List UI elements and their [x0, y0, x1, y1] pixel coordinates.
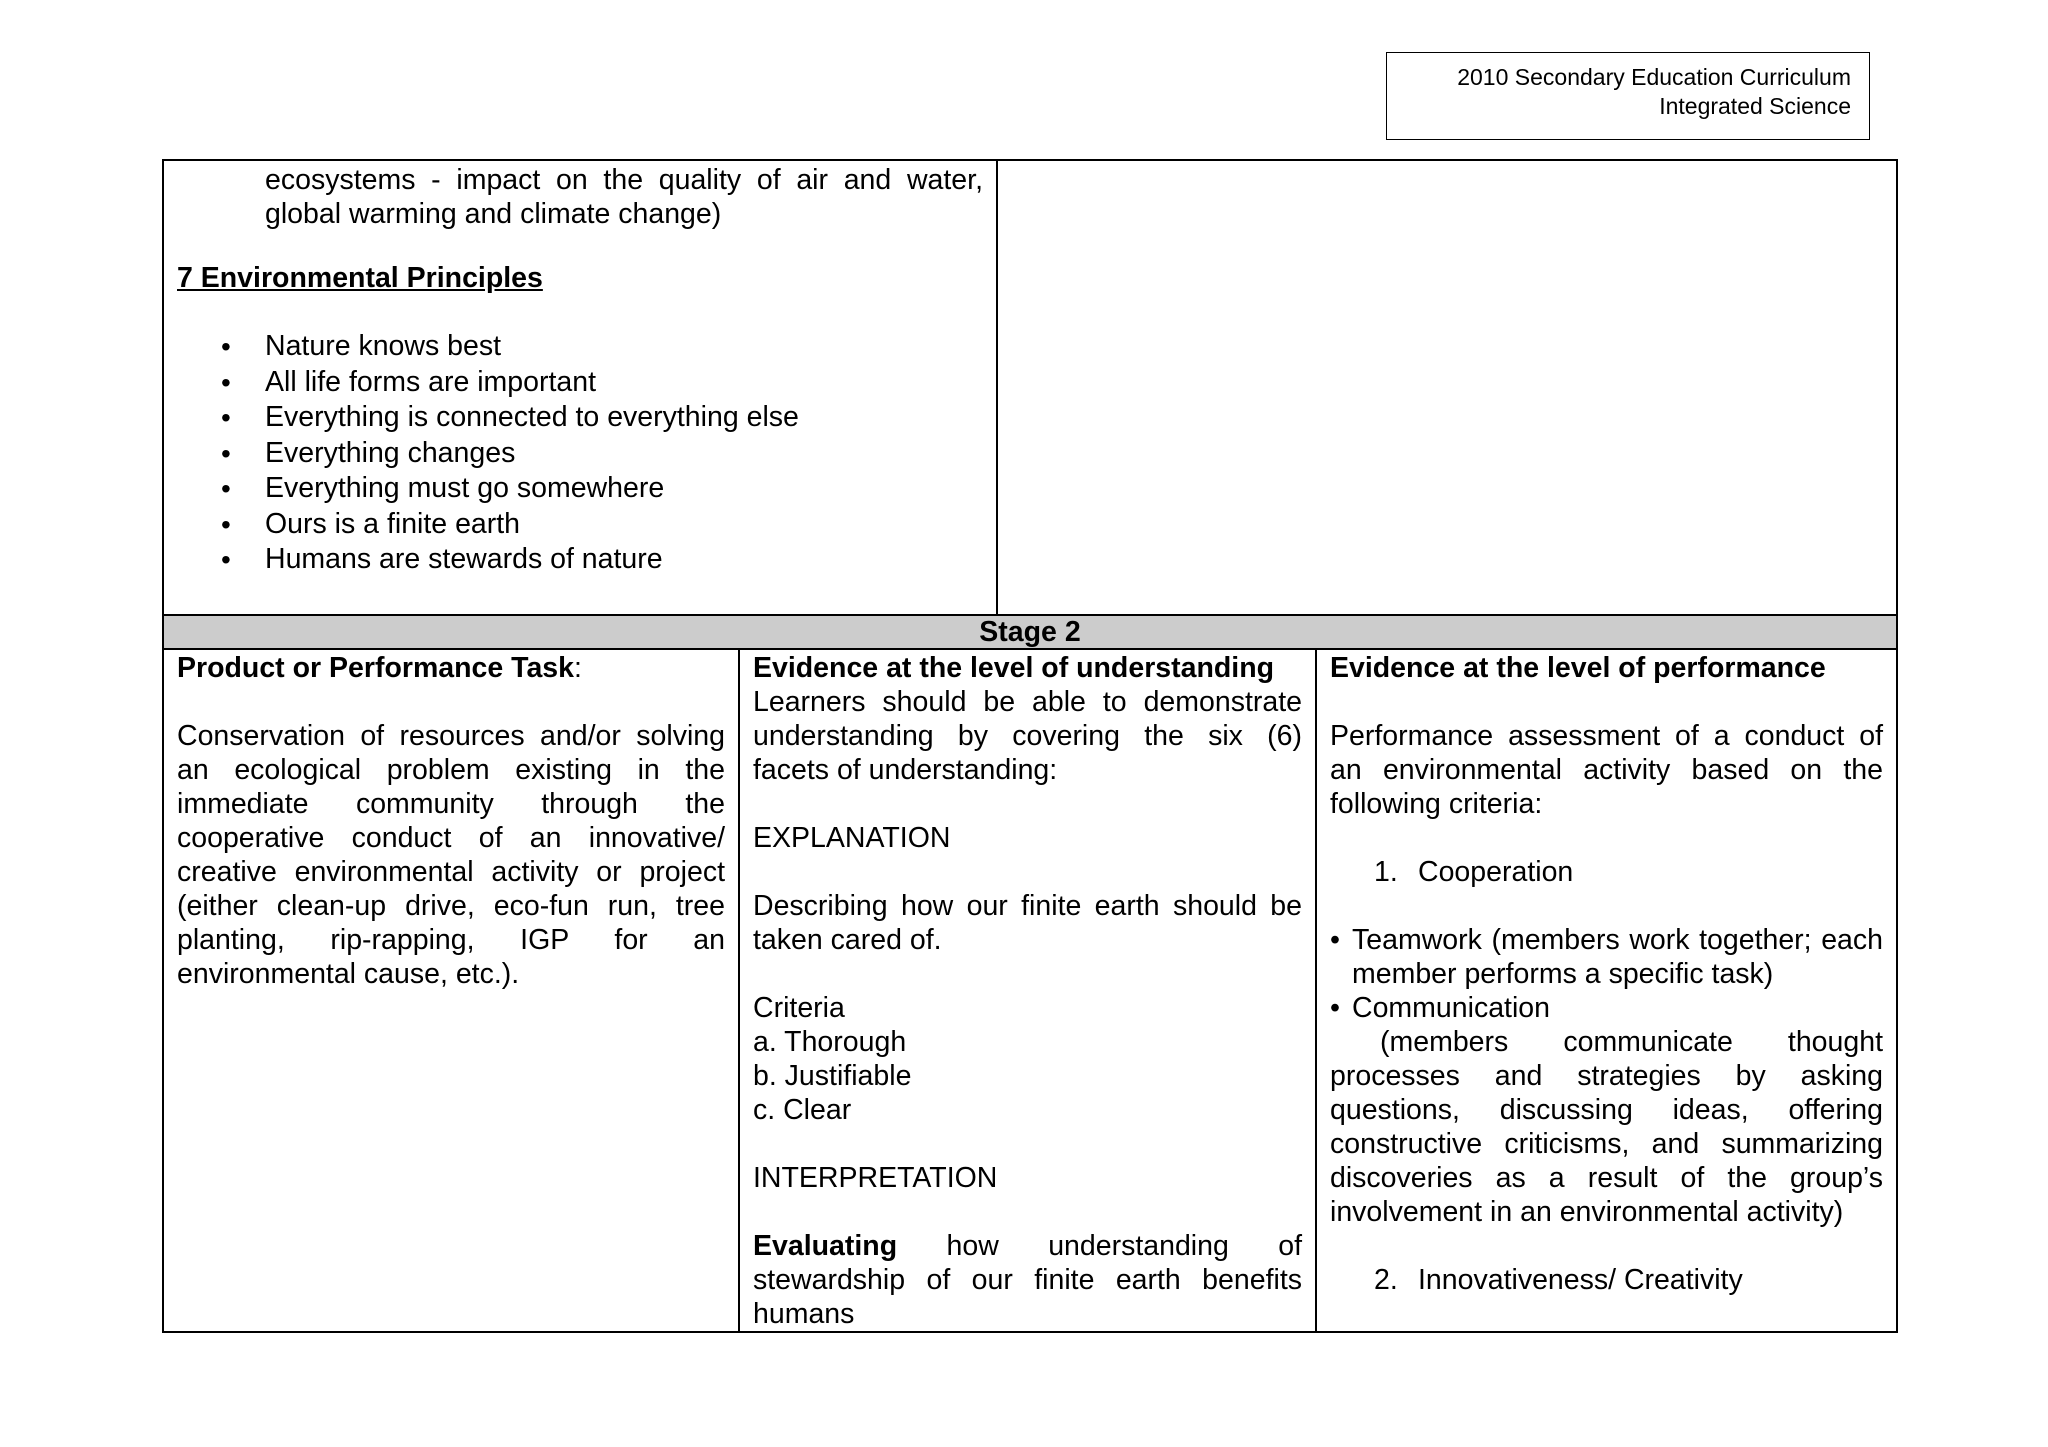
explanation-label: EXPLANATION [753, 822, 951, 854]
bullet-item-teamwork [1330, 923, 1883, 991]
top-right-cell [997, 160, 1897, 615]
understanding-cell [739, 649, 1316, 1332]
performance-intro: Performance assessment of a conduct of an environmental activity based on the following criteria: [1330, 720, 1883, 820]
bullet-item-communication [1330, 991, 1883, 1025]
numbered-item-1 [1330, 855, 1883, 889]
curriculum-table [162, 159, 1898, 1333]
evaluating-rest: how understanding of stewardship of our finite earth benefits humans [753, 1230, 1302, 1330]
interpretation-label: INTERPRETATION [753, 1162, 998, 1194]
communication-detail: (members communicate thought processes and strategies by asking questions, discussing ideas, offering constructive criticisms, and summarizing discoveries as a result of the group’s involvement in an environmental activity) [1330, 1026, 1883, 1228]
list-item: • Humans are stewards of nature [177, 542, 983, 578]
criteria-item: b. Justifiable [753, 1060, 912, 1092]
performance-heading: Evidence at the level of performance [1330, 652, 1826, 684]
list-item: • Everything is connected to everything else [177, 400, 983, 436]
understanding-heading: Evidence at the level of understanding [753, 652, 1275, 684]
header-line-1: 2010 Secondary Education Curriculum [1457, 64, 1851, 90]
bullet-text: Communication [1352, 992, 1550, 1024]
principles-list [177, 329, 983, 578]
task-heading-suffix: : [574, 652, 582, 684]
header-line-2: Integrated Science [1659, 93, 1851, 119]
item-text: Cooperation [1418, 856, 1574, 888]
list-item: • Ours is a finite earth [177, 507, 983, 543]
item-number: 2. [1374, 1264, 1398, 1296]
evaluating-bold: Evaluating [753, 1230, 898, 1262]
bullet-icon: • [1330, 992, 1340, 1024]
list-item: • Everything must go somewhere [177, 471, 983, 507]
numbered-item-2 [1330, 1263, 1883, 1297]
criteria-item: c. Clear [753, 1094, 852, 1126]
list-item: • Everything changes [177, 436, 983, 472]
stage-content-row [163, 649, 1897, 1332]
stage-label: Stage 2 [163, 615, 1897, 649]
principles-heading: 7 Environmental Principles [177, 262, 543, 294]
list-item: • Nature knows best [177, 329, 983, 365]
criteria-item: a. Thorough [753, 1026, 907, 1058]
continued-text: ecosystems - impact on the quality of air and water, global warming and climate change) [265, 164, 983, 230]
criteria-label: Criteria [753, 992, 845, 1024]
list-item: • All life forms are important [177, 365, 983, 401]
task-heading [177, 651, 725, 685]
explanation-text: Describing how our finite earth should be taken cared of. [753, 890, 1302, 956]
curriculum-header-box [1386, 52, 1870, 140]
task-body: Conservation of resources and/or solving an ecological problem existing in the immediate community through the cooperative conduct of an innovative/ creative environmental activity or project (either clean-up drive, eco-fun run, tree planting, rip-rapping, IGP for an environmental cause, etc.). [177, 720, 725, 990]
stage-row [163, 615, 1897, 649]
top-left-cell [163, 160, 997, 615]
top-row [163, 160, 1897, 615]
bullet-text: Teamwork (members work together; each member performs a specific task) [1352, 924, 1883, 990]
performance-cell [1316, 649, 1897, 1332]
bullet-icon: • [1330, 924, 1340, 956]
item-number: 1. [1374, 856, 1398, 888]
task-heading-text: Product or Performance Task [177, 652, 575, 684]
evaluating-text [753, 1229, 1302, 1331]
understanding-intro: Learners should be able to demonstrate understanding by covering the six (6) facets of understanding: [753, 686, 1302, 786]
task-cell [163, 649, 739, 1332]
item-text: Innovativeness/ Creativity [1418, 1264, 1743, 1296]
